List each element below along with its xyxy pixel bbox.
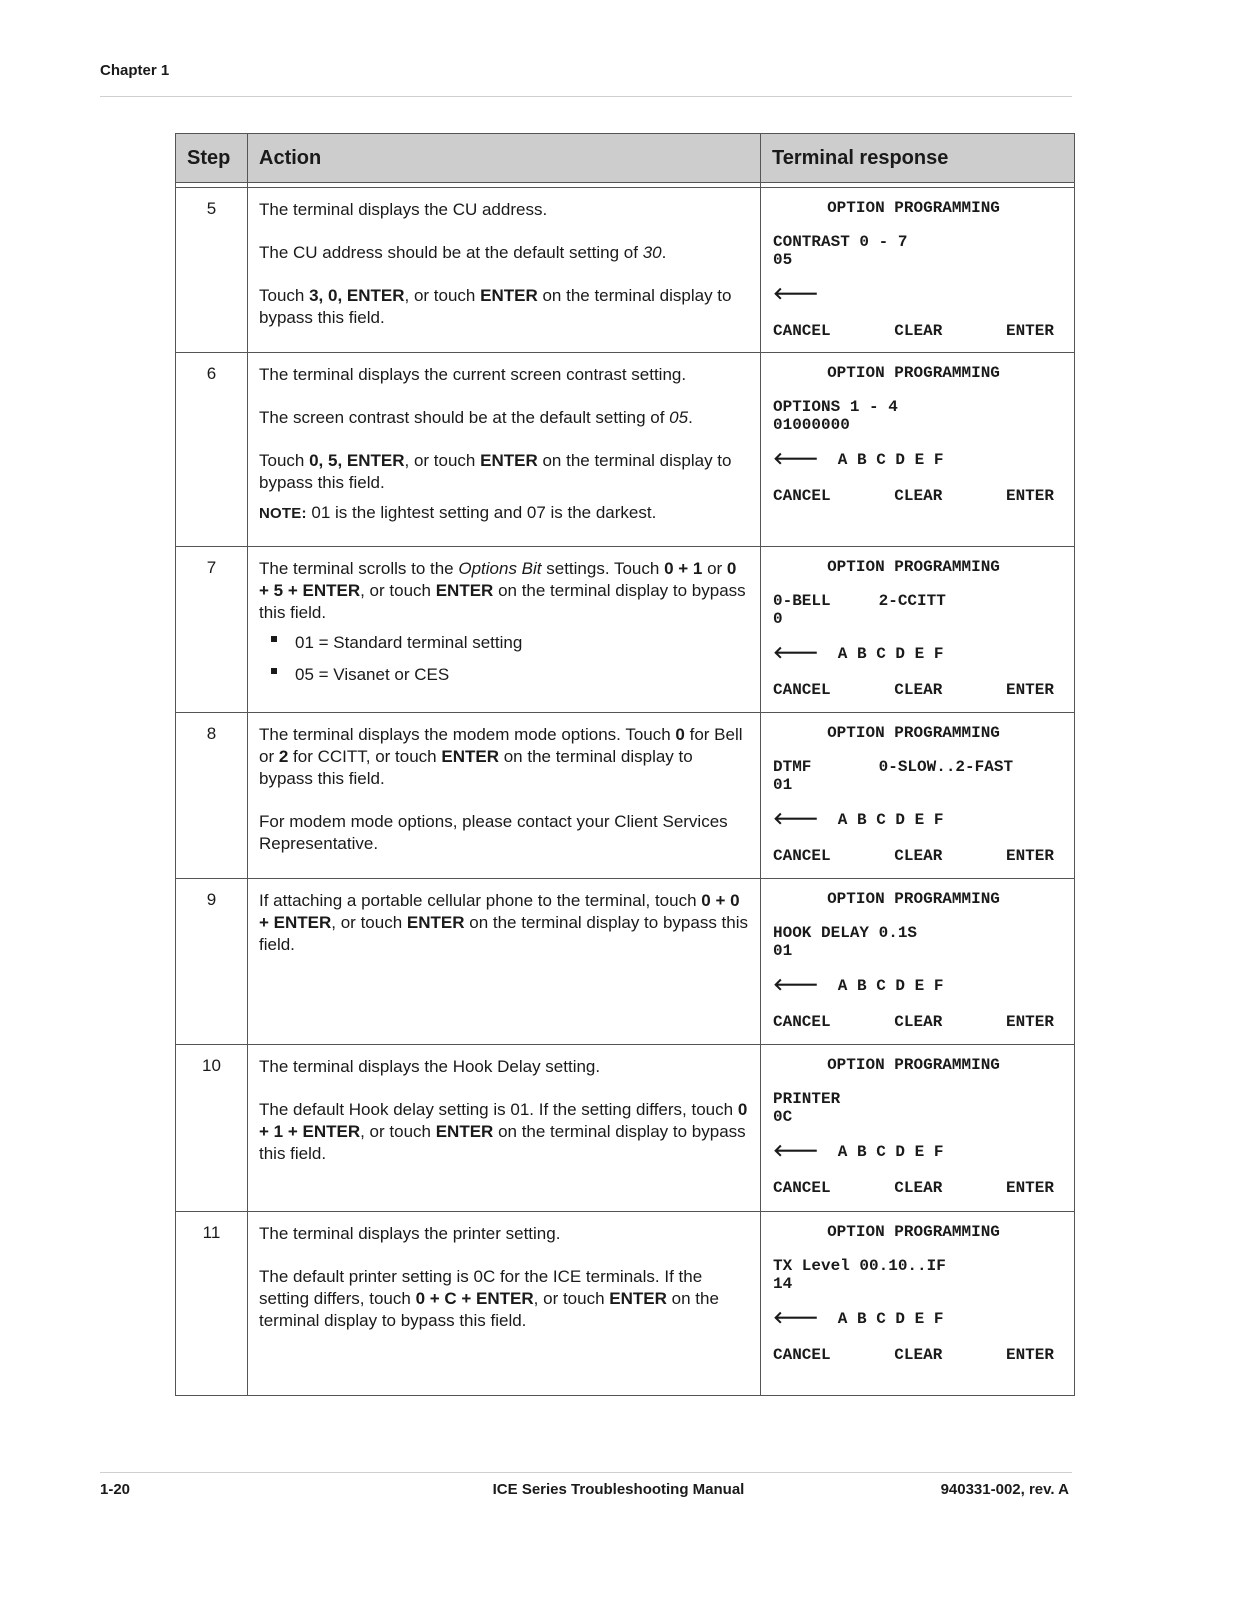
response-line: 0-BELL 2-CCITT	[773, 592, 946, 610]
list-item: 05 = Visanet or CES	[259, 664, 748, 686]
cancel-softkey: CANCEL	[773, 847, 831, 865]
response-arrow-line: 🡐 A B C D E F	[773, 643, 944, 663]
action-text: If attaching a portable cellular phone to the terminal, touch 0 + 0 + ENTER, or touch ENTER on the terminal display to bypass this field.	[259, 891, 748, 954]
terminal-response	[761, 547, 1075, 713]
clear-softkey: CLEAR	[894, 1346, 943, 1364]
step-number: 6	[176, 353, 248, 547]
step-number: 5	[176, 188, 248, 353]
response-title: OPTION PROGRAMMING	[827, 364, 1000, 382]
cancel-softkey: CANCEL	[773, 1346, 831, 1364]
action-cell	[248, 353, 761, 547]
terminal-response	[761, 1045, 1075, 1212]
response-value: 05	[773, 251, 793, 269]
table-row	[176, 1212, 1075, 1396]
clear-softkey: CLEAR	[894, 487, 943, 505]
response-line: DTMF 0-SLOW..2-FAST	[773, 758, 1014, 776]
response-arrow-line: 🡐 A B C D E F	[773, 1141, 944, 1161]
table-row	[176, 547, 1075, 713]
response-title: OPTION PROGRAMMING	[827, 1223, 1000, 1241]
table-row	[176, 713, 1075, 879]
response-line: TX Level 00.10..IF	[773, 1257, 946, 1275]
clear-softkey: CLEAR	[894, 847, 943, 865]
enter-softkey: ENTER	[1005, 1013, 1054, 1031]
response-softkeys	[773, 322, 1054, 340]
step-number: 9	[176, 879, 248, 1045]
back-arrow-icon: 🡐	[773, 975, 819, 995]
terminal-response	[761, 879, 1075, 1045]
response-arrow-line: 🡐 A B C D E F	[773, 449, 944, 469]
action-text: The default printer setting is 0C for the ICE terminals. If the setting differs, touch 0 + C + ENTER, or touch ENTER on the terminal display to bypass this field.	[259, 1267, 719, 1330]
response-arrow-line	[773, 285, 1054, 304]
action-text: The terminal displays the printer setting.	[259, 1224, 561, 1243]
cancel-softkey: CANCEL	[773, 1179, 831, 1197]
response-arrow-line: 🡐 A B C D E F	[773, 975, 944, 995]
action-text: The terminal displays the current screen contrast setting.	[259, 365, 687, 384]
response-value: 01000000	[773, 416, 850, 434]
step-number: 11	[176, 1212, 248, 1396]
response-title: OPTION PROGRAMMING	[827, 890, 1000, 908]
table-row	[176, 353, 1075, 547]
action-cell	[248, 188, 761, 353]
action-text: The terminal displays the CU address.	[259, 200, 548, 219]
page-number: 1-20	[100, 1481, 131, 1498]
cancel-softkey: CANCEL	[773, 681, 831, 699]
response-arrow-line: 🡐 A B C D E F	[773, 809, 944, 829]
note-text: NOTE: 01 is the lightest setting and 07 is the darkest.	[259, 503, 657, 522]
response-softkeys	[773, 1013, 1054, 1031]
enter-softkey: ENTER	[1005, 1346, 1054, 1364]
response-line: PRINTER	[773, 1090, 841, 1108]
response-arrow-line: 🡐 A B C D E F	[773, 1308, 944, 1328]
terminal-response	[761, 1212, 1075, 1396]
enter-softkey: ENTER	[1005, 681, 1054, 699]
action-text: The default Hook delay setting is 01. If the setting differs, touch 0 + 1 + ENTER, or touch ENTER on the terminal display to bypass this field.	[259, 1100, 748, 1163]
response-line: CONTRAST 0 - 7	[773, 233, 908, 251]
action-cell	[248, 713, 761, 879]
cancel-softkey: CANCEL	[773, 322, 831, 340]
step-number: 7	[176, 547, 248, 713]
action-text: Touch 3, 0, ENTER, or touch ENTER on the terminal display to bypass this field.	[259, 286, 732, 327]
back-arrow-icon: 🡐	[773, 284, 819, 304]
response-softkeys	[773, 1346, 1054, 1364]
action-cell	[248, 1212, 761, 1396]
response-column-header: Terminal response	[761, 134, 1075, 183]
document-number: 940331-002, rev. A	[940, 1481, 1069, 1498]
back-arrow-icon: 🡐	[773, 1141, 819, 1161]
action-text: The terminal scrolls to the Options Bit settings. Touch 0 + 1 or 0 + 5 + ENTER, or touch ENTER on the terminal display to bypass this field.	[259, 559, 746, 622]
enter-softkey: ENTER	[1005, 487, 1054, 505]
terminal-response	[761, 188, 1075, 353]
response-value: 01	[773, 776, 793, 794]
action-text: The terminal displays the Hook Delay setting.	[259, 1057, 601, 1076]
options-bit-list	[259, 632, 748, 686]
clear-softkey: CLEAR	[894, 1013, 943, 1031]
cancel-softkey: CANCEL	[773, 487, 831, 505]
response-title: OPTION PROGRAMMING	[827, 558, 1000, 576]
clear-softkey: CLEAR	[894, 1179, 943, 1197]
action-text: The screen contrast should be at the default setting of 05.	[259, 408, 693, 427]
enter-softkey: ENTER	[1005, 322, 1054, 340]
enter-softkey: ENTER	[1005, 847, 1054, 865]
action-cell	[248, 547, 761, 713]
response-value: 01	[773, 942, 793, 960]
back-arrow-icon: 🡐	[773, 449, 819, 469]
response-value: 14	[773, 1275, 793, 1293]
cancel-softkey: CANCEL	[773, 1013, 831, 1031]
action-cell	[248, 1045, 761, 1212]
response-line: OPTIONS 1 - 4	[773, 398, 898, 416]
action-text: For modem mode options, please contact your Client Services Representative.	[259, 812, 728, 853]
table-header-row	[176, 134, 1075, 183]
response-title: OPTION PROGRAMMING	[827, 1056, 1000, 1074]
response-title: OPTION PROGRAMMING	[827, 724, 1000, 742]
terminal-response	[761, 353, 1075, 547]
action-text: The CU address should be at the default setting of 30.	[259, 243, 667, 262]
response-softkeys	[773, 681, 1054, 699]
chapter-label: Chapter 1	[100, 62, 170, 79]
table-row	[176, 879, 1075, 1045]
response-softkeys	[773, 1179, 1054, 1197]
action-text: Touch 0, 5, ENTER, or touch ENTER on the terminal display to bypass this field.	[259, 451, 732, 492]
list-item: 01 = Standard terminal setting	[259, 632, 748, 654]
manual-title: ICE Series Troubleshooting Manual	[492, 1481, 745, 1498]
table-row	[176, 188, 1075, 353]
response-value: 0C	[773, 1108, 793, 1126]
response-softkeys	[773, 487, 1054, 505]
step-number: 8	[176, 713, 248, 879]
response-softkeys	[773, 847, 1054, 865]
footer-rule	[100, 1472, 1072, 1473]
clear-softkey: CLEAR	[894, 322, 943, 340]
step-number: 10	[176, 1045, 248, 1212]
action-column-header: Action	[248, 134, 761, 183]
back-arrow-icon: 🡐	[773, 809, 819, 829]
table-row	[176, 1045, 1075, 1212]
clear-softkey: CLEAR	[894, 681, 943, 699]
response-line: HOOK DELAY 0.1S	[773, 924, 918, 942]
header-rule	[100, 96, 1072, 97]
action-text: The terminal displays the modem mode options. Touch 0 for Bell or 2 for CCITT, or touch ENTER on the terminal display to bypass this field.	[259, 725, 743, 788]
action-cell	[248, 879, 761, 1045]
back-arrow-icon: 🡐	[773, 1308, 819, 1328]
enter-softkey: ENTER	[1005, 1179, 1054, 1197]
back-arrow-icon: 🡐	[773, 643, 819, 663]
steps-table	[175, 133, 1075, 1396]
step-column-header: Step	[176, 134, 248, 183]
response-title: OPTION PROGRAMMING	[827, 199, 1000, 217]
response-value: 0	[773, 610, 783, 628]
terminal-response	[761, 713, 1075, 879]
